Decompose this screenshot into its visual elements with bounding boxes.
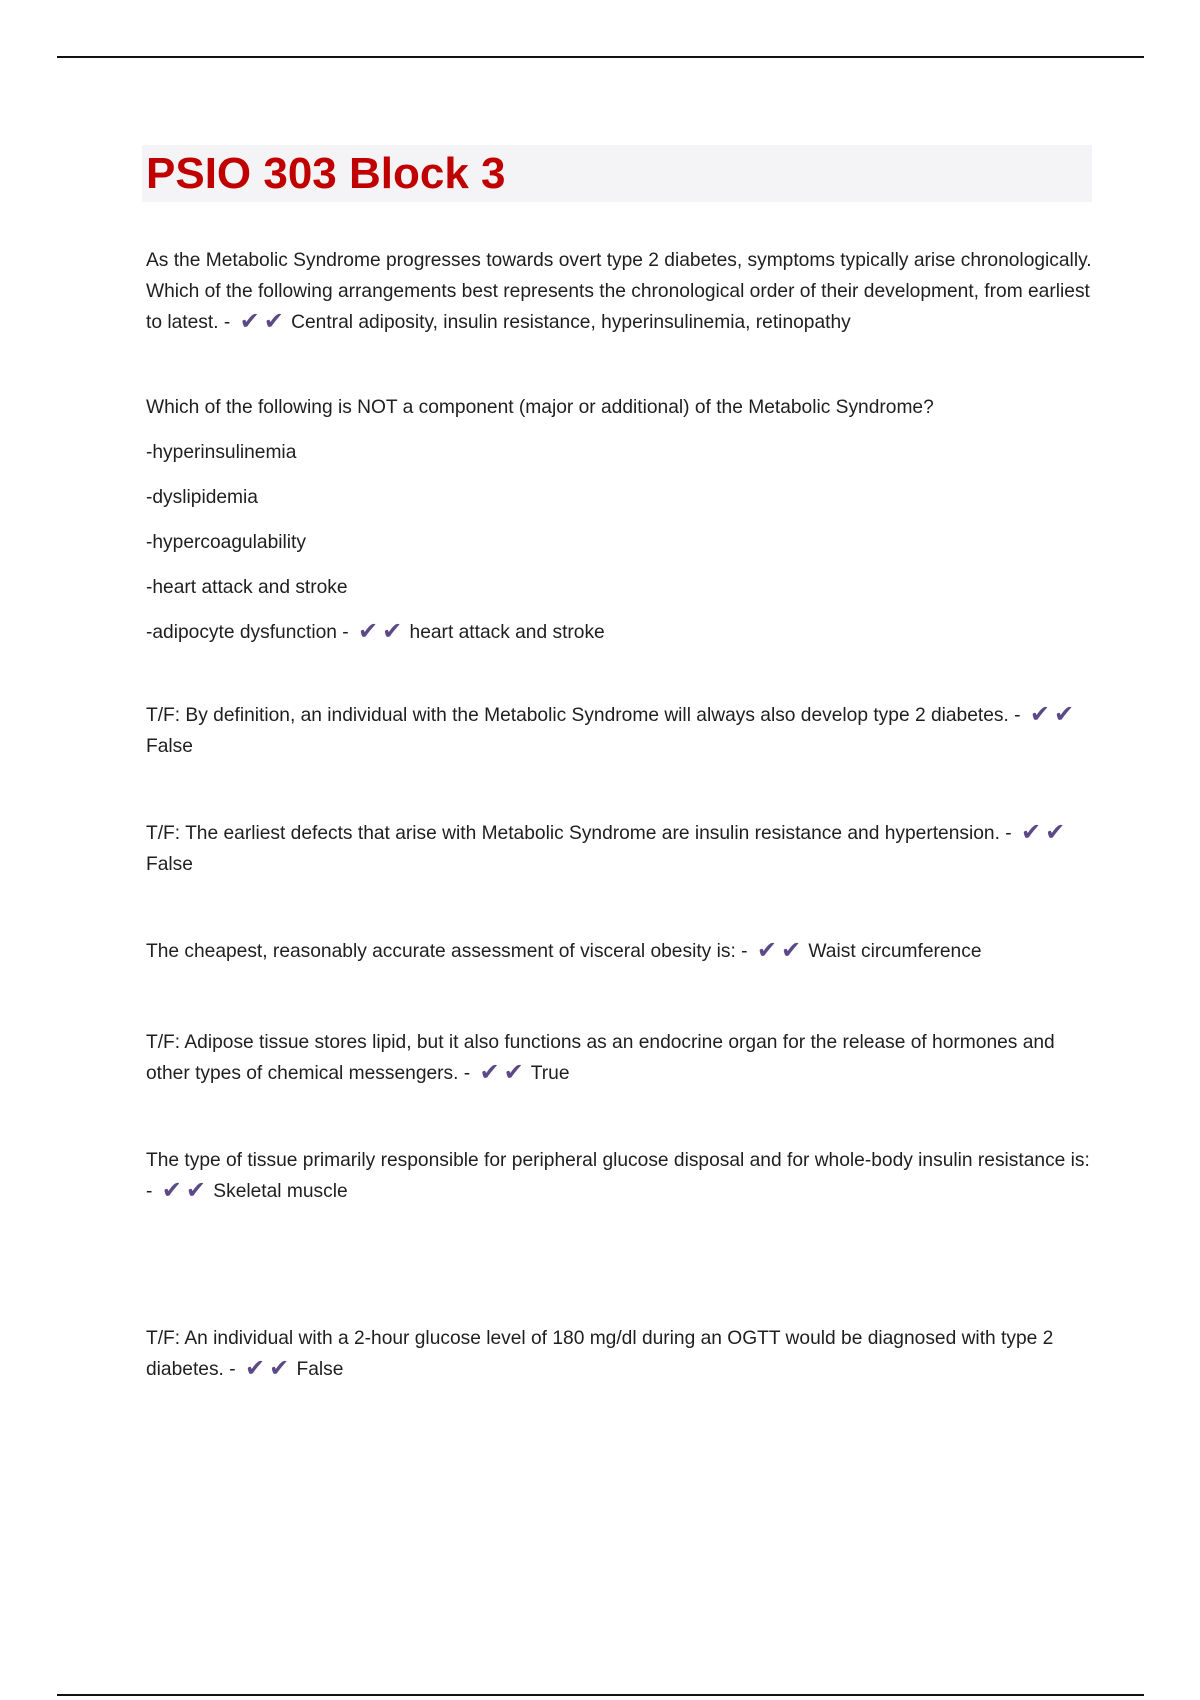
question-prompt: T/F: By definition, an individual with the Metabolic Syndrome will always also develop type 2 diabetes. -	[146, 705, 1021, 726]
question-item	[146, 1027, 1096, 1089]
answer-text: Central adiposity, insulin resistance, hyperinsulinemia, retinopathy	[291, 312, 851, 333]
top-rule	[57, 56, 1144, 58]
check-icon: ✔	[1029, 701, 1050, 728]
check-icon: ✔	[244, 1355, 266, 1382]
question-item	[146, 1145, 1096, 1207]
question-item	[146, 245, 1096, 338]
question-prompt: Which of the following is NOT a component (major or additional) of the Metabolic Syndrome?	[146, 397, 934, 418]
option-item	[146, 617, 1096, 648]
check-icon: ✔	[479, 1059, 500, 1086]
question-item	[146, 392, 1096, 648]
bottom-rule	[57, 1694, 1144, 1696]
check-icon: ✔	[263, 308, 284, 335]
option-item: -hypercoagulability	[146, 532, 306, 553]
page-title: PSIO 303 Block 3	[146, 149, 506, 198]
check-icon: ✔	[382, 618, 403, 645]
question-item	[146, 936, 1096, 967]
check-icon: ✔	[1054, 701, 1075, 728]
answer-text: Skeletal muscle	[213, 1181, 348, 1202]
answer-text: False	[146, 736, 193, 757]
question-prompt: T/F: The earliest defects that arise with Metabolic Syndrome are insulin resistance and hypertension. -	[146, 823, 1012, 844]
answer-text: Waist circumference	[808, 941, 982, 962]
check-icon: ✔	[357, 618, 379, 645]
question-item	[146, 700, 1096, 762]
answer-text: True	[530, 1063, 570, 1084]
answer-text: heart attack and stroke	[409, 622, 605, 643]
answer-text: False	[296, 1359, 344, 1380]
check-icon: ✔	[161, 1177, 182, 1204]
option-item: -dyslipidemia	[146, 487, 258, 508]
check-icon: ✔	[1020, 819, 1042, 846]
check-icon: ✔	[503, 1059, 524, 1086]
option-text: -adipocyte dysfunction -	[146, 622, 349, 643]
check-icon: ✔	[780, 937, 802, 964]
question-list	[146, 245, 1096, 1385]
option-item: -heart attack and stroke	[146, 577, 348, 598]
question-prompt: The type of tissue primarily responsible for peripheral glucose disposal and for whole-body insulin resistance is: -	[146, 1150, 1090, 1202]
answer-text: False	[146, 854, 193, 875]
check-icon: ✔	[185, 1177, 206, 1204]
check-icon: ✔	[1045, 819, 1066, 846]
check-icon: ✔	[239, 308, 260, 335]
question-prompt: The cheapest, reasonably accurate assessment of visceral obesity is: -	[146, 941, 748, 962]
option-item: -hyperinsulinemia	[146, 442, 297, 463]
check-icon: ✔	[269, 1355, 290, 1382]
check-icon: ✔	[756, 937, 777, 964]
question-item	[146, 1323, 1096, 1385]
question-prompt: T/F: An individual with a 2-hour glucose level of 180 mg/dl during an OGTT would be diagnosed with type 2 diabetes. -	[146, 1328, 1054, 1380]
question-prompt: As the Metabolic Syndrome progresses towards overt type 2 diabetes, symptoms typically arise chronologically. Which of the following arrangements best represents the chronological order of their development, from earliest to latest. -	[146, 250, 1092, 333]
question-item	[146, 818, 1096, 880]
question-prompt: T/F: Adipose tissue stores lipid, but it also functions as an endocrine organ for the release of hormones and other types of chemical messengers. -	[146, 1032, 1055, 1084]
